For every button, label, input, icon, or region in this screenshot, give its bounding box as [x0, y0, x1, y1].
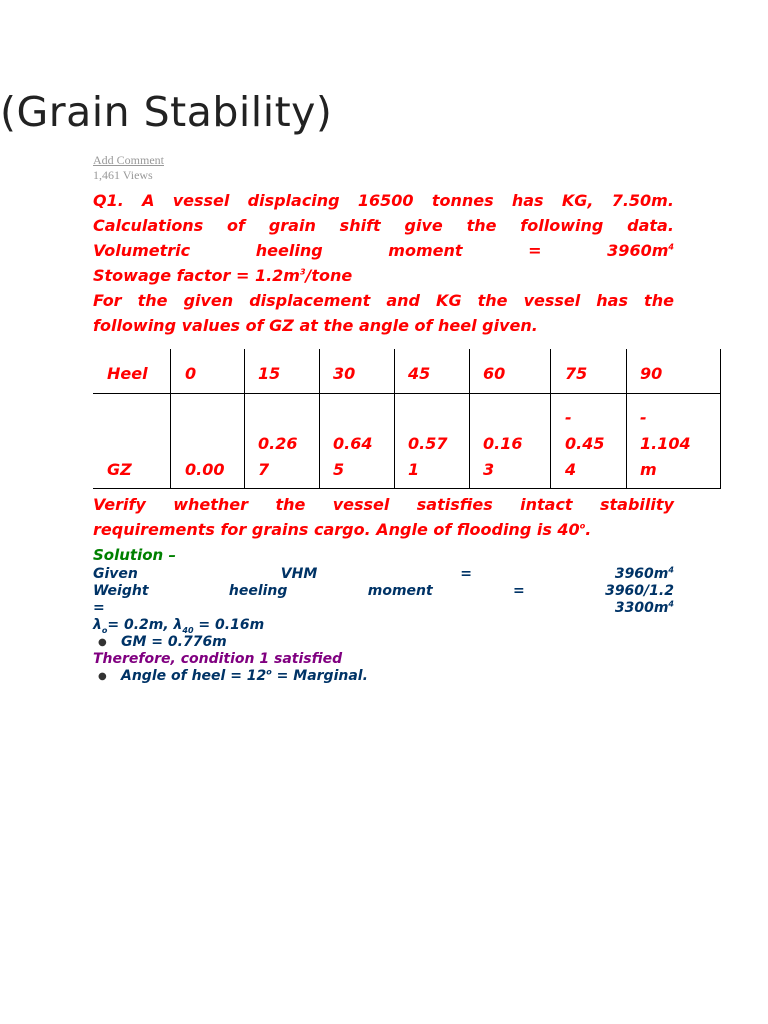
solution-lambda: $\lambda_o= 0.2m$, $\lambda_{40} = 0.16m$ [93, 617, 265, 635]
question-line-3: Volumetric heeling moment = $3960m^4$ [93, 241, 674, 260]
table-cell-gz-sign: - [565, 408, 572, 427]
table-cell-gz: 0.16 [483, 434, 523, 453]
table-cell-gz: 0.64 [333, 434, 373, 453]
table-cell-heel: 15 [258, 364, 281, 383]
verify-line-1: Verify whether the vessel satisfies intact stability [93, 495, 674, 514]
table-cell-gz-wrap: 1 [408, 460, 420, 479]
table-header-heel: Heel [107, 364, 148, 383]
question-line-6: following values of GZ at the angle of heel given. [93, 316, 538, 335]
add-comment-link[interactable]: Add Comment [93, 153, 164, 167]
table-cell-gz: 0.45 [565, 434, 605, 453]
table-cell-gz-wrap: m [640, 460, 657, 479]
table-cell-heel: 60 [483, 364, 506, 383]
question-line-2: Calculations of grain shift give the following data. [93, 216, 674, 235]
question-line-5: For the given displacement and KG the vessel has the [93, 291, 674, 310]
table-cell-heel: 45 [408, 364, 431, 383]
table-cell-heel: 75 [565, 364, 588, 383]
table-cell-gz: 0.57 [408, 434, 448, 453]
verify-block [93, 492, 674, 542]
solution-gm: GM = 0.776m [121, 634, 227, 650]
table-row-label-gz: GZ [107, 460, 132, 479]
table-cell-gz: 0.26 [258, 434, 298, 453]
view-count: 1,461 Views [93, 168, 153, 182]
superscript: 4 [668, 242, 674, 252]
gz-table [93, 349, 721, 489]
bullet-icon: ● [98, 637, 107, 648]
question-block [93, 188, 674, 338]
table-cell-gz-wrap: 4 [565, 460, 577, 479]
table-cell-gz-sign: - [640, 408, 647, 427]
solution-weight-heeling-moment: Weight heeling moment = 3960/1.2 [93, 583, 674, 599]
page-title: (Grain Stability) [0, 88, 333, 136]
table-cell-gz: 0.00 [185, 460, 225, 479]
solution-given: Given VHM = $3960m^4$ [93, 565, 674, 582]
table-cell-heel: 0 [185, 364, 197, 383]
solution-result: = $3300m^4$ [93, 599, 674, 616]
bullet-icon: ● [98, 671, 107, 682]
solution-condition: Therefore, condition 1 satisfied [93, 651, 343, 667]
solution-angle-of-heel: Angle of heel = $12^o$ = Marginal. [121, 667, 368, 684]
question-line-4: Stowage factor = $1.2m^3$/tone [93, 266, 353, 285]
table-cell-gz-wrap: 3 [483, 460, 495, 479]
verify-line-2: requirements for grains cargo. Angle of flooding is 40$^o$. [93, 520, 592, 539]
solution-heading: Solution – [93, 546, 176, 564]
table-cell-gz-wrap: 5 [333, 460, 345, 479]
table-cell-gz-wrap: 7 [258, 460, 270, 479]
table-cell-heel: 30 [333, 364, 356, 383]
question-line-1: Q1. A vessel displacing 16500 tonnes has KG, 7.50m. [93, 191, 674, 210]
table-cell-heel: 90 [640, 364, 663, 383]
table-cell-gz: 1.104 [640, 434, 691, 453]
